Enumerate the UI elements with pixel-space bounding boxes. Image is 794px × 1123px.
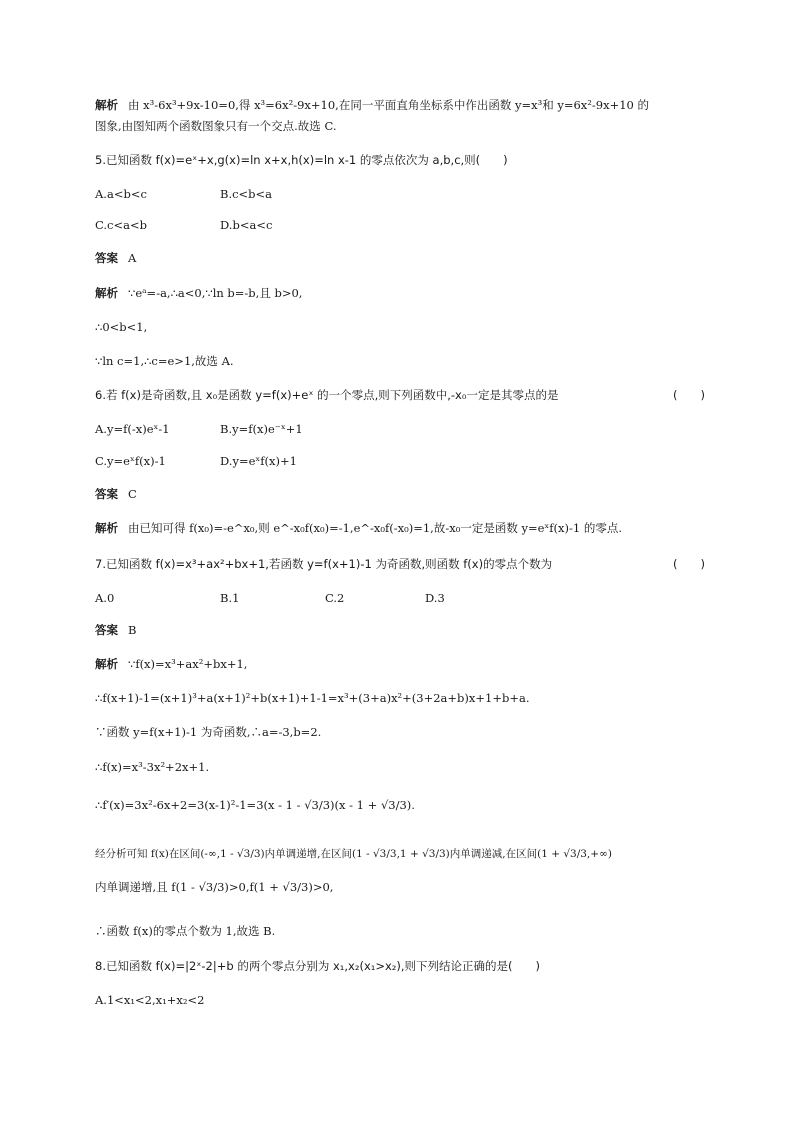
q5-option-c: C.c<a<b <box>95 218 147 232</box>
q6-option-c: C.y=eˣf(x)-1 <box>95 454 166 468</box>
q7-option-d: D.3 <box>425 591 445 605</box>
q5-analysis-line-3: ∵ln c=1,∴c=e>1,故选 A. <box>95 354 234 368</box>
q7-analysis-line-5: ∴f′(x)=3x²-6x+2=3(x-1)²-1=3(x - 1 - √3/3)(x - 1 + √3/3). <box>95 798 415 812</box>
q7-analysis-line-3: ∵函数 y=f(x+1)-1 为奇函数,∴a=-3,b=2. <box>95 725 322 739</box>
q7-analysis-line-6: 经分析可知 f(x)在区间(-∞,1 - √3/3)内单调递增,在区间(1 - √3/3,1 + √3/3)内单调递减,在区间(1 + √3/3,+∞) <box>95 848 612 860</box>
q8-stem: 8.已知函数 f(x)=|2ˣ-2|+b 的两个零点分别为 x₁,x₂(x₁>x₂),则下列结论正确的是( ) <box>95 959 541 973</box>
q7-analysis-line-2: ∴f(x+1)-1=(x+1)³+a(x+1)²+b(x+1)+1-1=x³+(3+a)x²+(3+2a+b)x+1+b+a. <box>95 691 530 705</box>
q7-option-a: A.0 <box>95 591 115 605</box>
q7-answer: 答案 B <box>95 623 137 637</box>
q5-option-a: A.a<b<c <box>95 187 147 201</box>
q6-option-d: D.y=eˣf(x)+1 <box>220 454 297 468</box>
intro-analysis-line-1: 解析 由 x³-6x³+9x-10=0,得 x³=6x²-9x+10,在同一平面直角坐标系中作出函数 y=x³和 y=6x²-9x+10 的 <box>95 98 650 112</box>
q7-analysis-line-4: ∴f(x)=x³-3x²+2x+1. <box>95 760 210 774</box>
q7-stem: 7.已知函数 f(x)=x³+ax²+bx+1,若函数 y=f(x+1)-1 为奇函数,则函数 f(x)的零点个数为 ( ) <box>95 557 705 571</box>
q5-analysis-line-2: ∴0<b<1, <box>95 320 148 334</box>
q6-option-b: B.y=f(x)e⁻ˣ+1 <box>220 422 303 436</box>
q6-answer-paren: ( ) <box>673 388 705 402</box>
q5-answer: 答案 A <box>95 251 137 265</box>
q7-option-b: B.1 <box>220 591 240 605</box>
q5-analysis-line-1: 解析 ∵eᵃ=-a,∴a<0,∵ln b=-b,且 b>0, <box>95 286 303 300</box>
q6-analysis: 解析 由已知可得 f(x₀)=-e^x₀,则 e^-x₀f(x₀)=-1,e^-x₀f(-x₀)=1,故-x₀一定是函数 y=eˣf(x)-1 的零点. <box>95 521 623 535</box>
q6-answer: 答案 C <box>95 487 137 501</box>
q8-option-a: A.1<x₁<2,x₁+x₂<2 <box>95 993 205 1007</box>
q7-analysis-line-8: ∴函数 f(x)的零点个数为 1,故选 B. <box>95 924 276 938</box>
q7-analysis-line-7: 内单调递增,且 f(1 - √3/3)>0,f(1 + √3/3)>0, <box>95 880 334 894</box>
q6-option-a: A.y=f(-x)eˣ-1 <box>95 422 170 436</box>
q5-stem: 5.已知函数 f(x)=eˣ+x,g(x)=ln x+x,h(x)=ln x-1 的零点依次为 a,b,c,则( ) <box>95 153 508 167</box>
intro-analysis-line-2: 图象,由图知两个函数图象只有一个交点.故选 C. <box>95 119 337 133</box>
q7-option-c: C.2 <box>325 591 345 605</box>
q6-stem: 6.若 f(x)是奇函数,且 x₀是函数 y=f(x)+eˣ 的一个零点,则下列函数中,-x₀一定是其零点的是 ( ) <box>95 388 705 402</box>
q5-option-b: B.c<b<a <box>220 187 273 201</box>
q7-answer-paren: ( ) <box>673 557 705 571</box>
q5-option-d: D.b<a<c <box>220 218 273 232</box>
q7-analysis-line-1: 解析 ∵f(x)=x³+ax²+bx+1, <box>95 657 248 671</box>
analysis-label: 解析 <box>95 98 118 112</box>
